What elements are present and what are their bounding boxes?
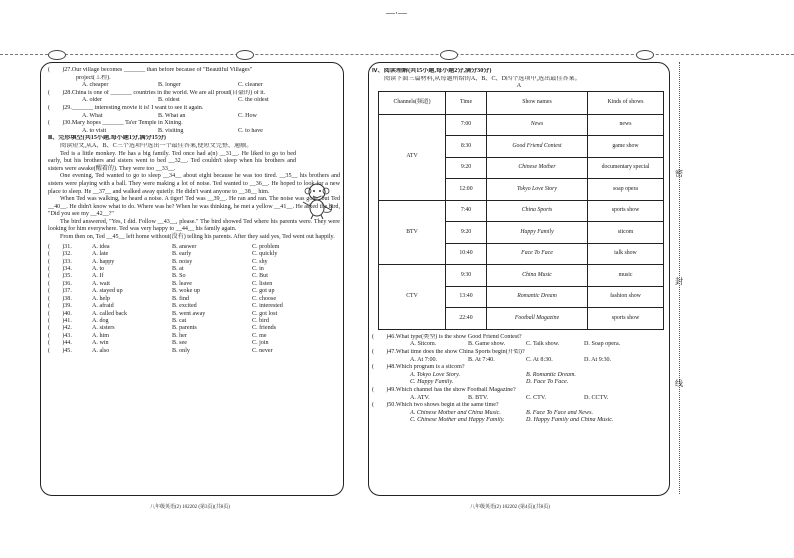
option-b: B. woke up	[172, 288, 200, 295]
table-row	[379, 200, 664, 222]
option-c: C. friends	[252, 325, 277, 332]
option-a: A. sisters	[92, 325, 115, 332]
option-d: D. Soap opera.	[584, 341, 621, 348]
question-30: ( )30.Mary hopes _______ Ta'er Temple in Xining.	[48, 120, 183, 127]
question-text: What time does the show China Sports begin(开始)?	[395, 348, 525, 355]
reading-question	[372, 334, 666, 342]
passage-paragraph: Ted is a little monkey. He has a big family. Ted once had a(n) __31__. He liked to go to bed early, but his brothers and sisters went to bed __32__. Ted couldn't sleep when his brothers and sisters were awake(醒着的). They were too __33__.	[48, 150, 296, 172]
choice-row	[48, 273, 340, 280]
option-a: A. win	[92, 340, 109, 347]
passage-paragraph: From then on, Ted __45__ left home without(没有) telling his parents. After they said yes, Ted went out happily.	[60, 234, 335, 241]
option-c: C. join	[252, 340, 269, 347]
option-b: B. Face To Face and News.	[526, 409, 593, 416]
option-d: D. At 9:30.	[584, 356, 612, 363]
question-number: ( )35.	[48, 273, 72, 280]
reading-question	[372, 364, 666, 372]
reading-question-options	[372, 395, 666, 403]
question-27-options: A. cheaper B. longer C. cleaner	[82, 82, 263, 89]
binding-hole	[440, 50, 458, 60]
header-kinds: Kinds of shows	[588, 91, 664, 114]
choice-row	[48, 281, 340, 288]
left-page-footer: 八年级英语(2) 102202 (第3页)(共8页)	[150, 505, 230, 510]
question-number: ( )47.	[372, 348, 396, 355]
option-a: A. afraid	[92, 303, 114, 310]
left-page-content	[48, 67, 340, 355]
seal-char: 线	[675, 379, 683, 388]
option-b: B. find	[172, 295, 189, 302]
option-a: A. dog	[92, 318, 109, 325]
option-b: B. cat	[172, 318, 187, 325]
show-kind-cell: talk show	[588, 243, 664, 265]
seal-char: 封	[675, 277, 683, 286]
choice-row	[48, 348, 340, 355]
show-kind-cell: news	[588, 114, 664, 136]
show-name-cell: Face To Face	[487, 243, 588, 265]
question-number: ( )49.	[372, 386, 396, 393]
option-b: B. at	[172, 265, 184, 272]
option-c: C. Chinese Mother and Happy Family.	[410, 417, 505, 424]
show-kind-cell: game show	[588, 136, 664, 158]
option-c: C. in	[252, 265, 264, 272]
question-28: ( )28.China is one of _______ countries in the world. We are all proud(自豪的) of it.	[48, 89, 266, 96]
channel-name: BTV	[379, 200, 446, 265]
reading-question-options	[372, 410, 666, 418]
option-c: C. never	[252, 347, 273, 354]
fold-line	[0, 54, 794, 55]
option-c: C. At 8:30.	[526, 356, 553, 363]
question-number: ( )39.	[48, 303, 72, 310]
choice-row	[48, 244, 340, 251]
question-number: ( )48.	[372, 364, 396, 371]
choice-row	[48, 251, 340, 258]
option-d: D. Face To Face.	[526, 379, 569, 386]
choice-row	[48, 333, 340, 340]
question-number: ( )38.	[48, 295, 72, 302]
show-name-cell: Football Magazine	[487, 308, 588, 330]
option-b: B. At 7:40.	[468, 356, 495, 363]
option-c: C. But	[252, 273, 268, 280]
option-b: B. early	[172, 251, 192, 258]
section-3-title: Ⅲ、完形填空(共15小题,每小题1分,满分15分)	[48, 135, 166, 142]
question-27-continuation: project(工程).	[76, 74, 111, 81]
option-b: B. BTV.	[468, 394, 489, 401]
option-c: C. Talk show.	[526, 341, 560, 348]
choice-row	[48, 325, 340, 332]
choice-row	[48, 340, 340, 347]
question-number: ( )42.	[48, 325, 72, 332]
question-number: ( )32.	[48, 251, 72, 258]
time-cell: 10:40	[446, 243, 487, 265]
option-a: A. wait	[92, 280, 110, 287]
reading-question-options	[372, 341, 666, 349]
question-text: What type(类型) is the show Good Friend Contest?	[395, 333, 522, 340]
show-name-cell: News	[487, 114, 588, 136]
table-row	[379, 114, 664, 136]
cloze-choices	[48, 244, 340, 356]
reading-question	[372, 402, 666, 410]
header-channels: Channels(频道)	[379, 91, 446, 114]
section-4-title: Ⅳ、阅读理解(共15小题,每小题2分,满分30分)	[372, 68, 492, 74]
header-time: Time	[446, 91, 487, 114]
question-number: ( )41.	[48, 318, 72, 325]
part-label: A	[516, 83, 522, 90]
question-number: ( )36.	[48, 280, 72, 287]
time-cell: 9:20	[446, 157, 487, 179]
right-page-footer: 八年级英语(2) 102202 (第4页)(共8页)	[470, 505, 550, 510]
show-kind-cell: documentary special	[588, 157, 664, 179]
question-27: ( )27.Our village becomes _______ than before because of "Beautiful Villages"	[48, 67, 253, 73]
show-kind-cell: fashion show	[588, 286, 664, 308]
option-a: A. late	[92, 251, 109, 258]
tv-schedule-table	[378, 91, 664, 330]
time-cell: 12:00	[446, 179, 487, 201]
show-name-cell: Happy Family	[487, 222, 588, 244]
option-a: A. also	[92, 347, 110, 354]
option-a: A. Chinese Mother and China Music.	[410, 409, 501, 416]
option-b: B. Romantic Dream.	[526, 371, 576, 378]
show-name-cell: Good Friend Contest	[487, 136, 588, 158]
section-4-instructions: 阅读下面三篇材料,从每题所给的A、B、C、D四个选项中,选出最佳答案。	[384, 75, 581, 82]
show-kind-cell: sports show	[588, 200, 664, 222]
top-mark: —·—	[386, 8, 407, 18]
option-d: D. CCTV.	[584, 394, 609, 401]
question-number: ( )43.	[48, 332, 72, 339]
choice-row	[48, 318, 340, 325]
option-b: B. excited	[172, 303, 197, 310]
option-c: C. CTV.	[526, 394, 547, 401]
option-a: A. to	[92, 265, 105, 272]
show-kind-cell: sitcom	[588, 222, 664, 244]
option-c: C. Happy Family.	[410, 379, 454, 386]
question-30-options: A. to visit B. visiting C. to have	[82, 127, 263, 134]
option-b: B. went away	[172, 310, 206, 317]
option-a: A. idea	[92, 243, 110, 250]
option-a: A. ATV.	[410, 394, 430, 401]
passage-paragraph: When Ted was walking, he heard a noise. A tiger! Ted was __39__. He ran and ran. The noise was gone, but Ted __40__. He didn't know what to do. Where was he? When he was thinking, he met a yellow __41__. He asked the bird, "Did you see my __42__?"	[48, 196, 340, 218]
question-28-options: A. older B. oldest C. the oldest	[82, 97, 269, 104]
channel-name: CTV	[379, 265, 446, 330]
time-cell: 7:00	[446, 114, 487, 136]
option-c: C. me	[252, 332, 267, 339]
question-29: ( )29._______ interesting movie it is! I want to see it again.	[48, 104, 204, 111]
question-text: Which channel has the show Football Magazine?	[395, 386, 516, 393]
option-a: A. called back	[92, 310, 128, 317]
seal-char: 密	[675, 169, 683, 178]
show-name-cell: Tokyo Love Story	[487, 179, 588, 201]
show-name-cell: Romantic Dream	[487, 286, 588, 308]
time-cell: 9:20	[446, 222, 487, 244]
option-a: A. him	[92, 332, 109, 339]
reading-question	[372, 349, 666, 357]
binding-hole	[48, 50, 66, 60]
question-number: ( )44.	[48, 340, 72, 347]
option-b: B. answer	[172, 243, 197, 250]
option-a: A. stayed up	[92, 288, 123, 295]
option-b: B. Game show.	[468, 341, 506, 348]
reading-question-options	[372, 417, 666, 425]
question-number: ( )37.	[48, 288, 72, 295]
passage-paragraph: The bird answered, "Yes, I did. Follow __43__, please." The bird showed Ted where his parents were. They were looking for him everywhere. Ted was very happy to __44__ his family again.	[48, 218, 340, 233]
question-text: Which two shows begin at the same time?	[395, 402, 499, 409]
reading-question-options	[372, 372, 666, 380]
option-c: C. bird	[252, 318, 269, 325]
table-row	[379, 265, 664, 287]
question-number: ( )40.	[48, 310, 72, 317]
section-3-instructions: 阅读短文,从A、B、C三个选项中选出一个最佳答案,使短文完整、通顺。	[60, 142, 253, 149]
channel-name: ATV	[379, 114, 446, 200]
right-page-content	[372, 68, 666, 425]
reading-question	[372, 387, 666, 395]
option-b: B. see	[172, 340, 187, 347]
passage-paragraph: One evening, Ted wanted to go to sleep __34__ about eight because he was too tired. __35__ his brothers and sisters were playing with a ball. They were making a lot of noise. Ted wanted to __36__. He hoped to look for a new place to sleep. He __37__ and walked away quietly. He didn't want anyone to __38__ him.	[48, 173, 340, 195]
binding-hole	[636, 50, 654, 60]
option-b: B. So	[172, 273, 186, 280]
option-a: A. Tokyo Love Story.	[410, 371, 461, 378]
question-number: ( )45.	[48, 347, 72, 354]
option-c: C. listen	[252, 280, 273, 287]
option-a: A. At 7:00.	[410, 356, 438, 363]
option-a: A. If	[92, 273, 104, 280]
option-c: C. interested	[252, 303, 283, 310]
binding-hole	[236, 50, 254, 60]
option-c: C. quickly	[252, 251, 278, 258]
time-cell: 8:30	[446, 136, 487, 158]
show-kind-cell: sports show	[588, 308, 664, 330]
choice-row	[48, 288, 340, 295]
option-b: B. noisy	[172, 258, 193, 265]
question-number: ( )46.	[372, 333, 396, 340]
time-cell: 7:40	[446, 200, 487, 222]
question-number: ( )50.	[372, 402, 396, 409]
reading-question-options	[372, 379, 666, 387]
time-cell: 9:30	[446, 265, 487, 287]
time-cell: 13:40	[446, 286, 487, 308]
option-c: C. got up	[252, 288, 275, 295]
choice-row	[48, 311, 340, 318]
question-number: ( )33.	[48, 258, 72, 265]
reading-questions	[372, 334, 666, 425]
show-name-cell: Chinese Mother	[487, 157, 588, 179]
option-d: D. Happy Family and China Music.	[526, 417, 614, 424]
option-a: A. happy	[92, 258, 115, 265]
question-number: ( )34.	[48, 265, 72, 272]
option-b: B. only	[172, 347, 190, 354]
show-name-cell: China Music	[487, 265, 588, 287]
choice-row	[48, 303, 340, 310]
time-cell: 22:40	[446, 308, 487, 330]
option-c: C. got lost	[252, 310, 278, 317]
option-a: A. help	[92, 295, 110, 302]
option-a: A. Sitcom.	[410, 341, 437, 348]
question-text: Which program is a sitcom?	[395, 364, 465, 371]
choice-row	[48, 259, 340, 266]
option-c: C. problem	[252, 243, 280, 250]
option-b: B. parents	[172, 325, 197, 332]
show-kind-cell: music	[588, 265, 664, 287]
question-29-options: A. What B. What an C. How	[82, 112, 257, 119]
show-name-cell: China Sports	[487, 200, 588, 222]
option-b: B. leave	[172, 280, 192, 287]
monkey-illustration	[298, 180, 336, 220]
show-kind-cell: soap opera	[588, 179, 664, 201]
question-number: ( )31.	[48, 243, 72, 250]
header-show-names: Show names	[487, 91, 588, 114]
option-c: C. choose	[252, 295, 277, 302]
option-b: B. her	[172, 332, 187, 339]
option-c: C. shy	[252, 258, 268, 265]
reading-question-options	[372, 357, 666, 365]
